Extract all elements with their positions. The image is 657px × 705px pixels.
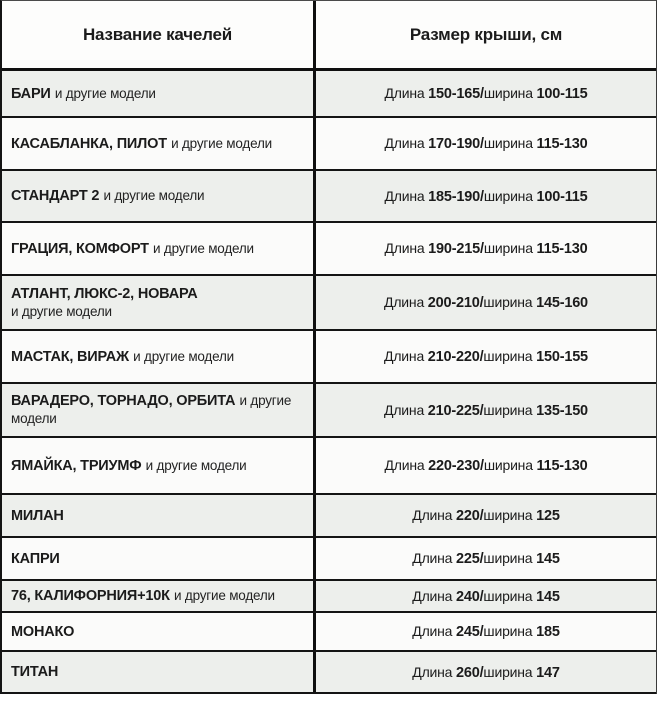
roof-size-text (384, 401, 588, 420)
swing-name-cell (2, 276, 313, 329)
swing-name-suffix: и другие модели (174, 588, 275, 603)
roof-size-cell (313, 71, 656, 116)
swing-name-line (11, 623, 307, 641)
width-value: 145 (536, 551, 560, 567)
length-label: Длина (384, 240, 425, 256)
roof-size-text (384, 456, 587, 475)
swing-model-name: АТЛАНТ, ЛЮКС-2, НОВАРА (11, 285, 198, 302)
slash-separator: / (479, 86, 484, 102)
width-label: ширина (483, 348, 533, 364)
roof-size-cell (313, 495, 656, 536)
slash-separator: / (479, 458, 484, 474)
swing-name-line (11, 457, 307, 475)
length-label: Длина (384, 187, 425, 204)
table-row (2, 652, 656, 694)
swing-model-name: СТАНДАРТ 2 (11, 188, 100, 204)
width-label: ширина (483, 294, 533, 310)
length-label: Длина (384, 135, 425, 151)
slash-separator: / (479, 551, 484, 567)
swing-name-suffix: и другие модели (54, 85, 156, 101)
table-row (2, 331, 656, 384)
length-value: 220-230 (428, 458, 480, 474)
length-value: 170-190 (428, 136, 480, 152)
table-row (2, 495, 656, 538)
slash-separator: / (479, 508, 484, 524)
swing-name-cell (2, 652, 313, 692)
width-label: ширина (483, 587, 533, 604)
length-label: Длина (384, 294, 425, 310)
swing-name-cell (2, 171, 313, 221)
width-value: 125 (536, 508, 560, 524)
length-label: Длина (412, 550, 453, 566)
roof-size-cell (313, 223, 656, 274)
swing-name-cell (2, 538, 313, 579)
width-label: ширина (483, 85, 533, 101)
header-roof-size: Размер крыши, см (313, 1, 656, 68)
swing-name-line (11, 550, 307, 568)
slash-separator: / (479, 295, 484, 311)
swing-name-line (11, 285, 307, 321)
swing-name-suffix: и другие модели (171, 135, 272, 151)
swing-model-name: КАСАБЛАНКА, ПИЛОТ (11, 135, 167, 152)
slash-separator: / (479, 402, 484, 419)
swing-name-cell (2, 384, 313, 436)
width-value: 150-155 (536, 349, 588, 365)
swing-name-line (11, 587, 307, 605)
width-label: ширина (483, 457, 533, 473)
swing-name-cell (2, 331, 313, 382)
length-value: 260 (455, 664, 480, 681)
roof-size-cell (313, 276, 656, 329)
roof-size-text (384, 239, 587, 258)
width-value: 185 (536, 624, 560, 640)
width-value: 100-115 (536, 86, 588, 102)
width-value: 147 (536, 664, 560, 681)
roof-size-text (412, 587, 559, 606)
table-row (2, 71, 656, 118)
roof-size-cell (313, 384, 656, 436)
swing-name-line (11, 392, 307, 428)
table-row (2, 581, 656, 613)
roof-size-text (384, 187, 587, 206)
length-value: 210-220 (427, 349, 480, 365)
length-label: Длина (384, 457, 425, 473)
width-label: ширина (483, 550, 533, 566)
length-label: Длина (412, 507, 453, 523)
width-label: ширина (483, 623, 533, 639)
length-value: 245 (455, 624, 480, 640)
width-label: ширина (483, 135, 533, 151)
table-row (2, 118, 656, 171)
width-value: 115-130 (536, 136, 588, 152)
swing-model-name: ЯМАЙКА, ТРИУМФ (11, 457, 142, 474)
length-value: 185-190 (428, 188, 480, 205)
swing-name-line (11, 85, 307, 103)
swing-model-name: МАСТАК, ВИРАЖ (11, 348, 129, 365)
slash-separator: / (479, 624, 484, 640)
roof-size-cell (313, 613, 656, 650)
length-value: 225 (455, 551, 480, 567)
swing-name-suffix: и другие модели (11, 393, 292, 426)
roof-size-text (412, 506, 559, 525)
roof-size-cell (313, 118, 656, 169)
swing-name-line (11, 663, 307, 681)
swing-name-cell (2, 223, 313, 274)
swing-model-name: ВАРАДЕРО, ТОРНАДО, ОРБИТА (11, 393, 236, 409)
swing-name-suffix: и другие модели (153, 240, 254, 256)
swing-name-line (11, 348, 307, 366)
roof-size-text (384, 347, 588, 366)
roof-size-text (412, 622, 559, 641)
slash-separator: / (479, 588, 484, 605)
swing-name-suffix: и другие модели (11, 303, 112, 319)
roof-size-cell (313, 538, 656, 579)
length-label: Длина (412, 587, 453, 604)
width-value: 100-115 (536, 188, 588, 205)
table-row (2, 171, 656, 223)
swing-name-cell (2, 71, 313, 116)
table-row (2, 384, 656, 438)
length-value: 190-215 (428, 241, 480, 257)
roof-size-text (412, 549, 559, 568)
width-label: ширина (483, 187, 533, 204)
swing-name-cell (2, 495, 313, 536)
swing-model-name: КАПРИ (11, 550, 60, 567)
swing-model-name: МИЛАН (11, 507, 64, 524)
swing-model-name: ГРАЦИЯ, КОМФОРТ (11, 240, 149, 257)
header-swing-name: Название качелей (82, 24, 233, 44)
swing-name-cell (2, 613, 313, 650)
width-label: ширина (483, 240, 533, 256)
length-label: Длина (412, 623, 453, 639)
length-value: 220 (455, 508, 480, 524)
roof-size-text (384, 84, 587, 103)
swing-name-line (11, 507, 307, 525)
table-row (2, 538, 656, 581)
roof-size-cell (313, 331, 656, 382)
width-value: 115-130 (536, 458, 588, 474)
swing-name-line (11, 135, 307, 153)
swing-model-name: 76, КАЛИФОРНИЯ+10К (11, 588, 170, 604)
width-value: 145 (536, 588, 560, 605)
swing-model-name: МОНАКО (11, 623, 75, 640)
width-label: ширина (483, 507, 533, 523)
swing-name-line (11, 187, 307, 205)
roof-size-cell (313, 438, 656, 493)
length-value: 240 (455, 588, 480, 605)
roof-size-text (384, 134, 587, 153)
width-label: ширина (483, 663, 533, 680)
length-value: 150-165 (428, 86, 480, 102)
length-value: 200-210 (427, 295, 480, 311)
slash-separator: / (479, 349, 484, 365)
width-value: 115-130 (536, 241, 588, 257)
table-row (2, 613, 656, 652)
length-label: Длина (384, 348, 425, 364)
table-row (2, 223, 656, 276)
length-value: 210-225 (427, 402, 480, 419)
length-label: Длина (384, 85, 425, 101)
swing-name-suffix: и другие модели (133, 348, 234, 364)
width-value: 135-150 (536, 402, 588, 419)
roof-size-cell (313, 171, 656, 221)
slash-separator: / (479, 188, 484, 205)
swing-name-line (11, 240, 307, 258)
slash-separator: / (479, 664, 484, 681)
swing-name-suffix: и другие модели (103, 188, 205, 203)
table-body (2, 71, 656, 694)
roof-size-text (412, 663, 559, 682)
slash-separator: / (479, 136, 484, 152)
table-header-row (2, 1, 656, 71)
table-row (2, 276, 656, 331)
swing-name-cell (2, 118, 313, 169)
width-label: ширина (483, 401, 533, 418)
swing-name-cell (2, 438, 313, 493)
roof-size-cell (313, 581, 656, 611)
roof-size-cell (313, 652, 656, 692)
swing-name-cell (2, 581, 313, 611)
length-label: Длина (384, 401, 425, 418)
slash-separator: / (479, 241, 484, 257)
swing-name-suffix: и другие модели (145, 457, 247, 473)
table-row (2, 438, 656, 495)
roof-size-text (384, 293, 588, 312)
swing-model-name: БАРИ (11, 85, 51, 102)
length-label: Длина (412, 663, 453, 680)
swing-model-name: ТИТАН (11, 664, 59, 680)
width-value: 145-160 (536, 295, 588, 311)
